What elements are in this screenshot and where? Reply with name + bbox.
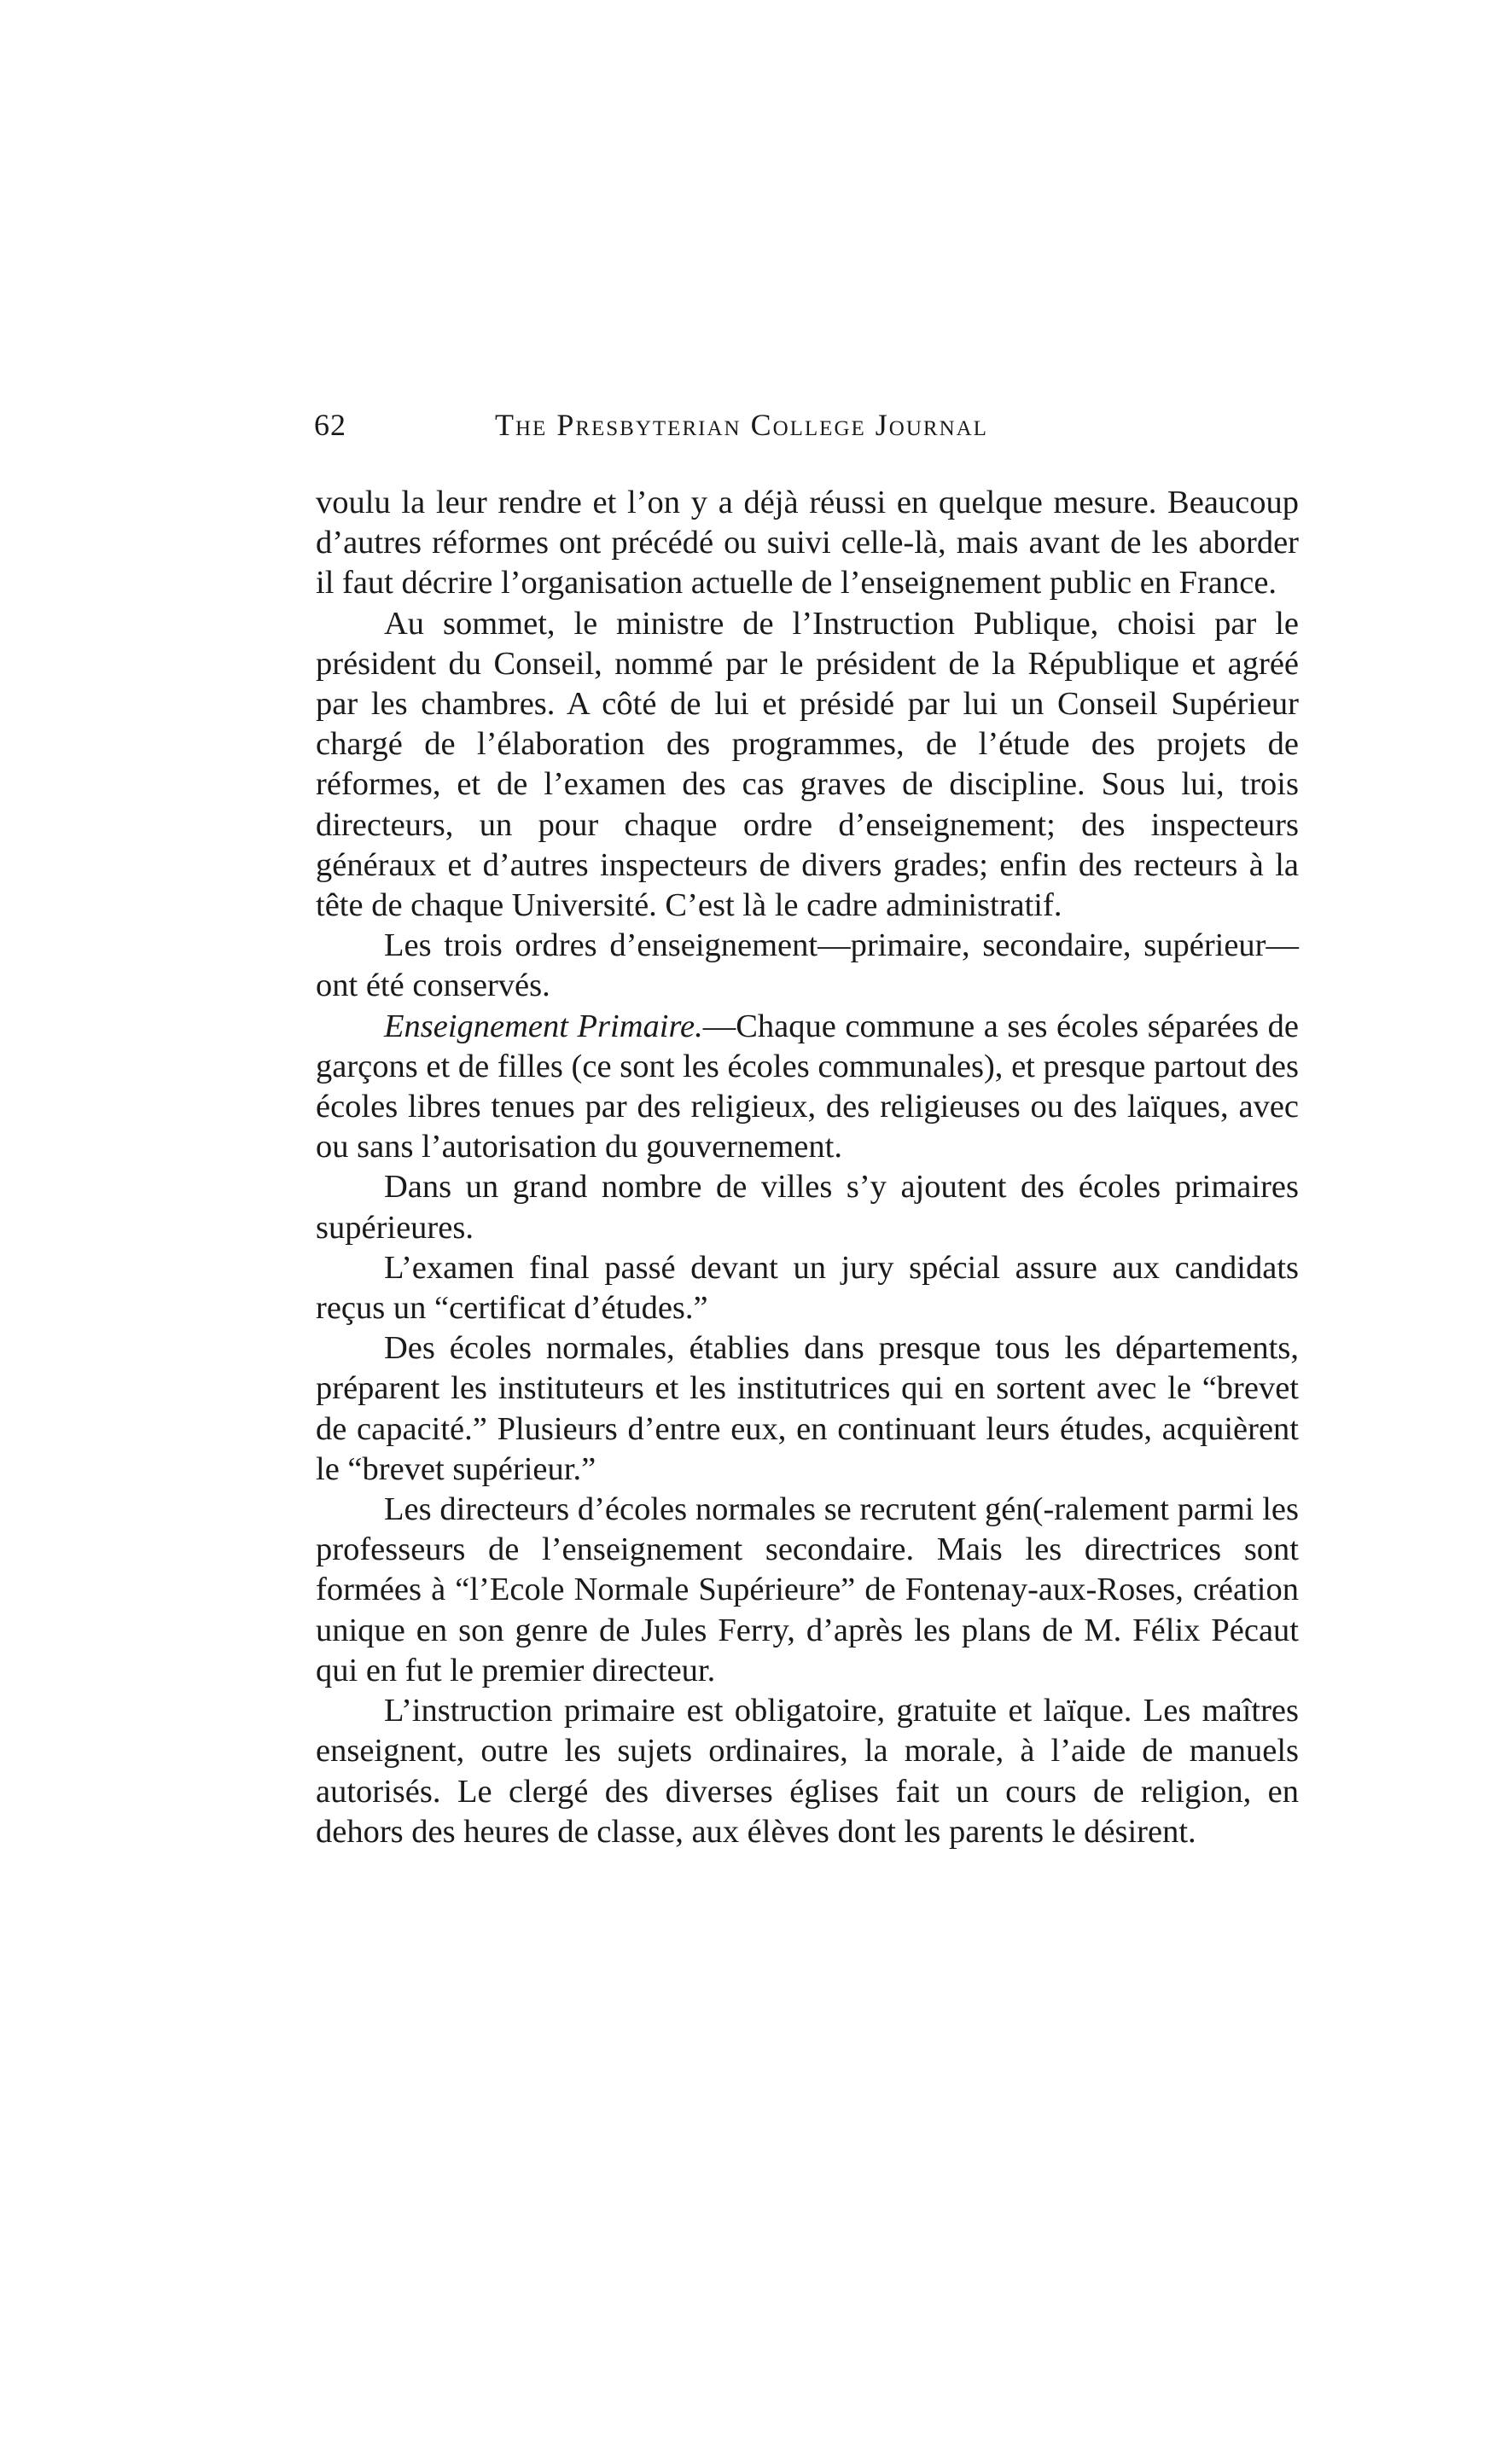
paragraph-primary-text: —Chaque commune a ses écoles séparées de garçons et de filles (ce sont les écoles communales), et presque partout des écoles libres tenues par des religieux, des religieuses ou des laïques, avec ou sans l’autorisation du gouvernement. [316, 1008, 1299, 1165]
running-head [314, 401, 1167, 449]
paragraph-directors: Les directeurs d’écoles normales se recrutent gén(-ralement parmi les professeurs de l’enseignement secondaire. Mais les directrices sont formées à “l’Ecole Normale Supérieure” de Fontenay-aux-Roses, création unique en son genre de Jules Ferry, d’après les plans de M. Félix Pécaut qui en fut le premier directeur. [316, 1491, 1299, 1688]
page-number: 62 [314, 408, 346, 442]
paragraph-normal-schools: Des écoles normales, établies dans presque tous les départements, préparent les instituteurs et les institutrices qui en sortent avec le “brevet de capacité.” Plusieurs d’entre eux, en continuant leurs études, acquièrent le “brevet supérieur.” [316, 1330, 1299, 1487]
body-text [316, 483, 1299, 1852]
paragraph-final-exam: L’examen final passé devant un jury spécial assure aux candidats reçus un “certificat d’études.” [316, 1249, 1299, 1327]
paragraph-continued: voulu la leur rendre et l’on y a déjà réussi en quelque mesure. Beaucoup d’autres réformes ont précédé ou suivi celle-là, mais avant de les aborder il faut décrire l’organisation actuelle de l’enseignement public en France. [316, 485, 1299, 601]
journal-title: The Presbyterian College Journal [495, 408, 988, 442]
section-title: Enseignement Primaire. [384, 1008, 703, 1044]
paragraph-higher-primary: Dans un grand nombre de villes s’y ajoutent des écoles primaires supérieures. [316, 1169, 1299, 1246]
paragraph-administration: Au sommet, le ministre de l’Instruction Publique, choisi par le président du Conseil, nommé par le président de la République et agréé par les chambres. A côté de lui et présidé par lui un Conseil Supérieur chargé de l’élaboration des programmes, de l’étude des projets de réformes, et de l’examen des cas graves de discipline. Sous lui, trois directeurs, un pour chaque ordre d’enseignement; des inspecteurs généraux et d’autres inspecteurs de divers grades; enfin des recteurs à la tête de chaque Université. C’est là le cadre administratif. [316, 605, 1299, 924]
paragraph-orders: Les trois ordres d’enseignement—primaire, secondaire, supérieur—ont été conservés. [316, 927, 1299, 1004]
paragraph-compulsory: L’instruction primaire est obligatoire, gratuite et laïque. Les maîtres enseignent, outre les sujets ordinaires, la morale, à l’aide de manuels autorisés. Le clergé des diverses églises fait un cours de religion, en dehors des heures de classe, aux élèves dont les parents le désirent. [316, 1693, 1299, 1850]
paragraph-primary-education [316, 1007, 1299, 1168]
